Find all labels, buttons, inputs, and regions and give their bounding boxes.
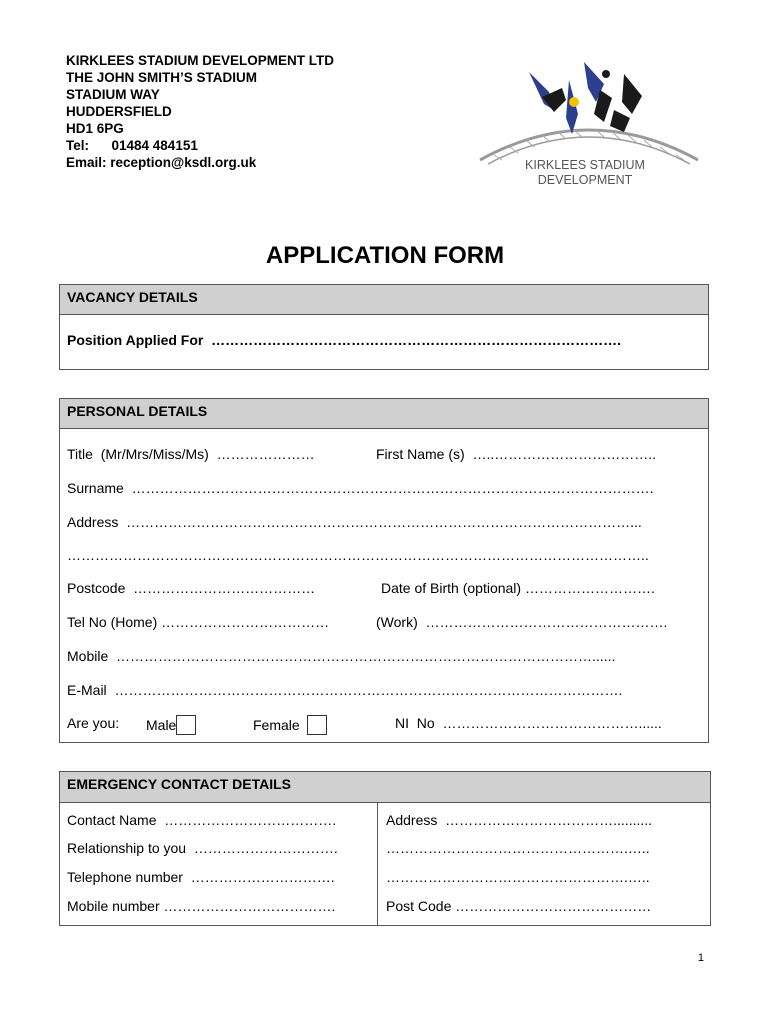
address-field[interactable]: Address ………………………………………………………………………………………………...	[67, 514, 642, 530]
first-name-field[interactable]: First Name (s) …..……………………………..	[376, 446, 656, 462]
address-line: THE JOHN SMITH’S STADIUM	[66, 70, 258, 85]
logo-text-line2: DEVELOPMENT	[537, 173, 633, 187]
section-heading: VACANCY DETAILS	[60, 285, 708, 315]
ni-number-field[interactable]: NI No ……………………………………......	[395, 715, 662, 731]
address-line: Tel: 01484 484151	[66, 138, 198, 153]
postcode-field[interactable]: Postcode …………………………………	[67, 580, 316, 596]
telephone-field[interactable]: Telephone number ………………………….	[67, 869, 335, 885]
post-code-field[interactable]: Post Code ……………………………………	[386, 898, 652, 914]
female-label: Female	[253, 717, 300, 733]
relationship-field[interactable]: Relationship to you ………………………….	[67, 840, 338, 856]
address-line: HUDDERSFIELD	[66, 104, 172, 119]
vacancy-details-section	[59, 284, 709, 370]
contact-name-field[interactable]: Contact Name ……………………………….	[67, 812, 337, 828]
surname-field[interactable]: Surname ………………………………………………………………………………………………….	[67, 480, 654, 496]
tel-home-field[interactable]: Tel No (Home) ………………………………	[67, 614, 330, 630]
mobile-field[interactable]: Mobile …………………………………………………………………………………………......	[67, 648, 616, 664]
female-option	[253, 715, 327, 735]
are-you-label: Are you:	[67, 715, 120, 731]
personal-details-section	[59, 398, 709, 743]
male-label: Male	[146, 717, 177, 733]
mobile-number-field[interactable]: Mobile number ……………………………….	[67, 898, 336, 914]
address-line2-field[interactable]: ……………………………………………………………………………………………………………..	[67, 547, 649, 563]
female-checkbox[interactable]	[307, 715, 327, 735]
male-option	[146, 715, 196, 735]
section-heading: EMERGENCY CONTACT DETAILS	[60, 772, 710, 803]
title-field[interactable]: Title (Mr/Mrs/Miss/Ms) …………………	[67, 446, 315, 462]
page-number: 1	[697, 952, 704, 964]
date-of-birth-field[interactable]: Date of Birth (optional) ……………………….	[381, 580, 655, 596]
tel-work-field[interactable]: (Work) …………………………………………….	[376, 614, 668, 630]
address-line: HD1 6PG	[66, 121, 124, 136]
logo-text-line1: KIRKLEES STADIUM	[525, 158, 645, 172]
male-checkbox[interactable]	[176, 715, 196, 735]
ksdl-logo	[474, 52, 704, 192]
column-divider	[377, 802, 378, 926]
position-applied-field[interactable]: Position Applied For …………………………………………………………………………….	[67, 332, 622, 348]
email-field[interactable]: E-Mail ……………………………………………………………………………………………….	[67, 682, 623, 698]
emergency-contact-section	[59, 771, 711, 926]
section-heading: PERSONAL DETAILS	[60, 399, 708, 429]
address-line: STADIUM WAY	[66, 87, 160, 102]
address-line: Email: reception@ksdl.org.uk	[66, 155, 257, 170]
company-address	[66, 52, 334, 171]
address-line: KIRKLEES STADIUM DEVELOPMENT LTD	[66, 53, 335, 68]
emergency-address-line2[interactable]: …………………………………………….…..	[386, 840, 650, 856]
page-title: APPLICATION FORM	[265, 242, 505, 269]
emergency-address-field[interactable]: Address ………………………………..........	[386, 812, 653, 828]
emergency-address-line3[interactable]: …………………………………………….…..	[386, 869, 650, 885]
